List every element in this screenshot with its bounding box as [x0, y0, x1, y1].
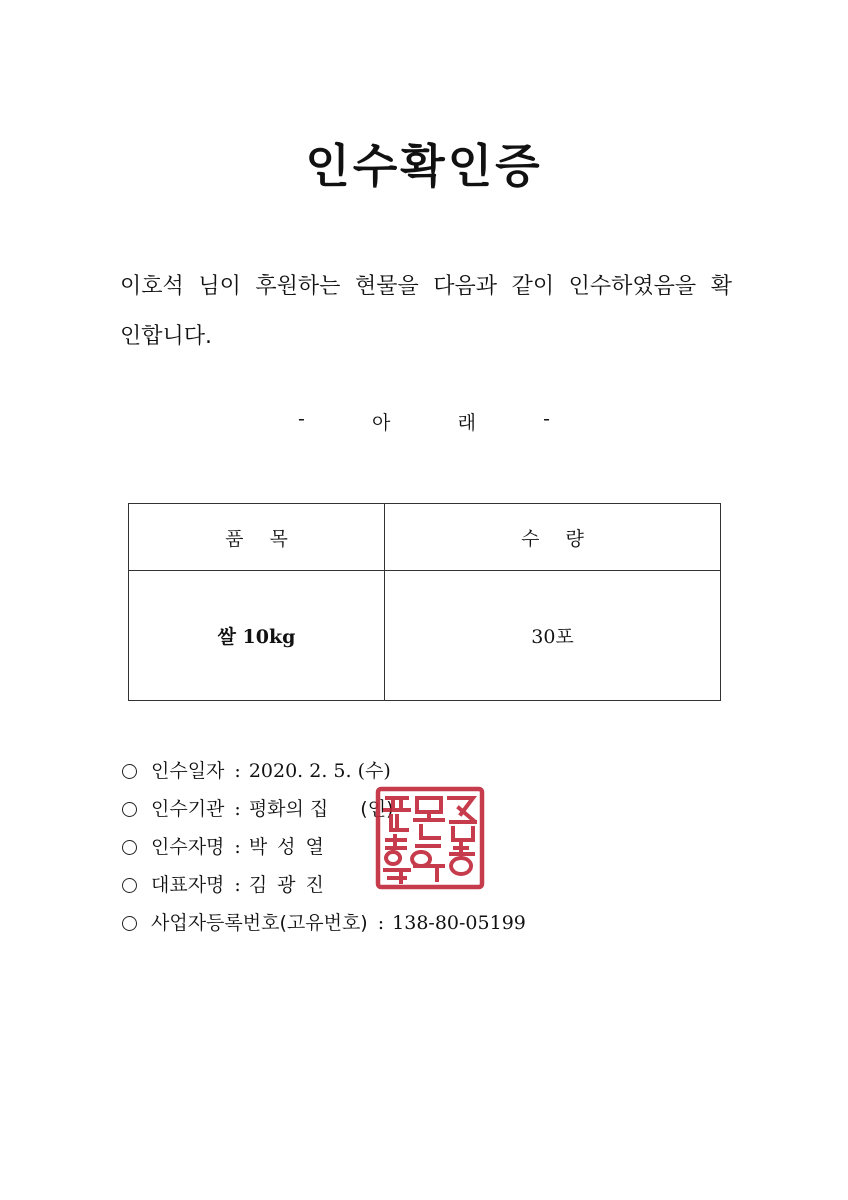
circle-bullet-icon: [122, 764, 137, 779]
info-date: [122, 752, 526, 790]
document-title: 인수확인증: [305, 139, 543, 193]
info-date-label: 인수일자: [151, 760, 225, 782]
header-item: [129, 504, 385, 571]
intro-paragraph: [120, 262, 732, 362]
colon-separator: :: [377, 912, 385, 934]
colon-separator: :: [234, 760, 241, 782]
section-char-2: 래: [457, 412, 476, 434]
table-header-row: [129, 504, 721, 571]
info-receiver-label: 인수자명: [151, 836, 225, 858]
header-quantity-label: 수량: [521, 527, 610, 550]
info-business-number: [122, 904, 526, 942]
cell-quantity: [385, 571, 721, 701]
info-business-number-value: 138-80-05199: [392, 912, 526, 934]
item-name: 쌀 10kg: [217, 626, 296, 648]
section-dash-left: -: [298, 408, 305, 430]
info-representative-value: 김광진: [248, 874, 334, 896]
info-date-value: 2020. 2. 5. (수): [248, 760, 391, 782]
item-quantity: 30포: [531, 626, 574, 648]
colon-separator: :: [234, 874, 241, 896]
info-institution-label: 인수기관: [151, 798, 225, 820]
circle-bullet-icon: [122, 840, 137, 855]
section-marker: [298, 408, 550, 435]
intro-line-2: 인합니다.: [120, 324, 213, 349]
cell-item: [129, 571, 385, 701]
colon-separator: :: [234, 836, 241, 858]
official-seal-icon: [375, 786, 485, 890]
info-representative-label: 대표자명: [151, 874, 225, 896]
section-dash-right: -: [543, 408, 550, 430]
circle-bullet-icon: [122, 916, 137, 931]
info-business-number-label: 사업자등록번호(고유번호): [151, 912, 368, 934]
circle-bullet-icon: [122, 878, 137, 893]
info-receiver-value: 박성열: [248, 836, 334, 858]
header-item-label: 품목: [225, 527, 314, 550]
header-quantity: [385, 504, 721, 571]
circle-bullet-icon: [122, 802, 137, 817]
items-table: [128, 503, 721, 701]
seal-mark-label: (인): [360, 798, 394, 820]
info-institution-value: 평화의 집: [248, 798, 329, 820]
intro-line-1: 이호석 님이 후원하는 현물을 다음과 같이 인수하였음을 확: [120, 274, 732, 299]
section-char-1: 아: [372, 412, 391, 434]
table-row: [129, 571, 721, 701]
colon-separator: :: [234, 798, 241, 820]
